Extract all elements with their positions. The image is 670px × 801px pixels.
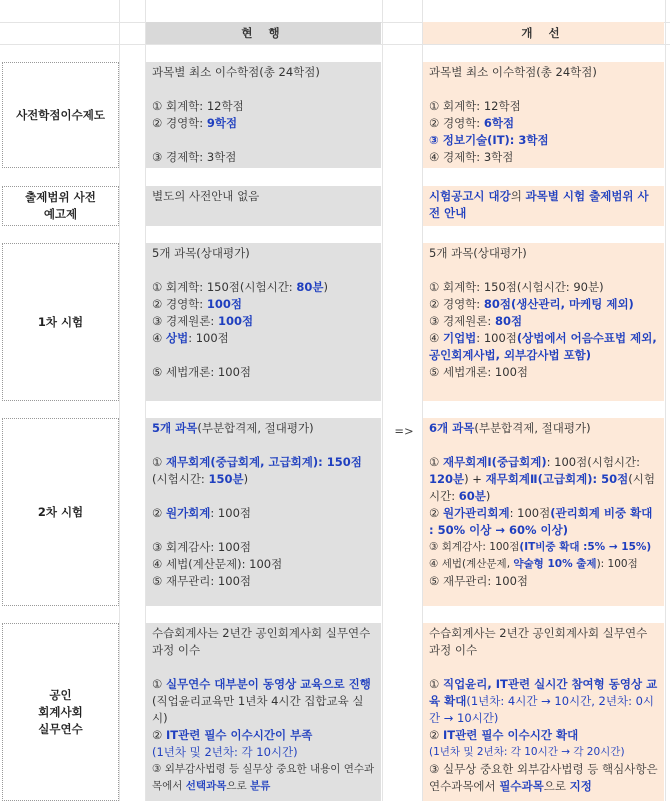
text-line: ③ 경제원론: — [429, 314, 495, 328]
highlight-text: 6학점 — [483, 116, 515, 130]
text-line: (시험시간: — [429, 472, 655, 503]
improved-cell — [423, 418, 664, 606]
row-label: 사전학점이수제도 — [2, 62, 119, 168]
text-line: ④ 경제학: 3학점 — [429, 150, 514, 164]
text-line: : 100점 — [188, 331, 229, 345]
text-line: ② 경영학: — [429, 297, 484, 311]
text-line: ① — [152, 677, 166, 691]
highlight-text: (1년차: 4시간 → 10시간, 2년차: 0시간 → 10시간) — [429, 694, 655, 725]
text-line: ② — [429, 506, 443, 520]
highlight-text: (1년차 및 2년차: 각 10시간 → 각 20시간) — [429, 746, 625, 758]
highlight-text: 재무회계(중급회계, 고급회계): 150점 — [165, 455, 362, 469]
text-line: ③ 회계감사: 100점 — [429, 541, 520, 553]
text-line: ④ — [152, 331, 166, 345]
label-line: 출제범위 사전 — [25, 190, 96, 204]
highlight-text: 60분 — [458, 489, 486, 503]
text-line: ⑤ 세법개론: 100점 — [152, 365, 251, 379]
text-line: 의 — [510, 189, 526, 203]
highlight-text: 시험공고시 대강 — [429, 189, 511, 203]
text-line: ② 경영학: — [152, 297, 207, 311]
text-line: (부분합격제, 절대평가) — [197, 421, 314, 435]
text-line: 수습회계사는 2년간 공인회계사회 실무연수과정 이수 — [152, 626, 371, 657]
text-line: ⑤ 세법개론: 100점 — [429, 365, 528, 379]
text-line: ⑤ 재무관리: 100점 — [429, 574, 528, 588]
text-line: ① — [429, 455, 443, 469]
highlight-text: 분류 — [249, 780, 271, 792]
text-line: 으로 — [226, 780, 250, 792]
highlight-text: 실무연수 대부분이 동영상 교육으로 진행 — [165, 677, 371, 691]
improved-cell — [423, 243, 664, 401]
text-line: ) + — [464, 472, 486, 486]
highlight-text: ③ 정보기술(IT): 3학점 — [429, 133, 549, 147]
text-line: ) — [243, 472, 249, 486]
highlight-text: (IT비중 확대 :5% → 15%) — [519, 541, 652, 553]
current-cell — [146, 623, 381, 801]
text-line: ② — [429, 728, 443, 742]
text-line: : 100점(시험시간: — [546, 455, 641, 469]
text-line: ① 회계학: 12학점 — [152, 99, 244, 113]
text-line: (직업윤리교육만 1년차 4시간 집합교육 실시) — [152, 694, 364, 725]
text-line: 5개 과목(상대평가) — [429, 246, 527, 260]
highlight-text: 약술형 10% 출제 — [513, 558, 597, 570]
row-practical-training — [0, 623, 670, 801]
text-line: ): 100점 — [596, 558, 638, 570]
label-line: 예고제 — [43, 207, 78, 221]
current-cell — [146, 186, 381, 226]
highlight-text: 직업윤리, IT관련 실시간 참여형 동영상 교육 확대 — [429, 677, 658, 708]
text-line: ) — [485, 489, 491, 503]
text-line: ④ 세법(계산문제): 100점 — [152, 557, 283, 571]
row-label: 2차 시험 — [2, 418, 119, 606]
text-line: : 100점 — [509, 506, 551, 520]
text-line: ② — [152, 728, 166, 742]
row-first-exam — [0, 243, 670, 401]
grid-line — [0, 44, 670, 45]
text-line: ) — [323, 280, 328, 294]
row-exam-scope-notice — [0, 186, 670, 226]
text-line: 수습회계사는 2년간 공인회계사회 실무연수과정 이수 — [429, 626, 648, 657]
text-line: : 100점 — [210, 506, 251, 520]
highlight-text: 5개 과목 — [152, 421, 198, 435]
highlight-text: (1년차 및 2년차: 각 10시간) — [152, 745, 298, 759]
row-label: 1차 시험 — [2, 243, 119, 401]
label-line: 공인 — [49, 687, 72, 702]
highlight-text: (상법에서 어음수표법 제외, 공인회계사법, 외부감사법 포함) — [429, 331, 657, 362]
highlight-text: 80점(생산관리, 마케팅 제외) — [483, 297, 634, 311]
text-line: (시험시간: — [152, 472, 209, 486]
text-line: ④ 세법(계산문제, — [429, 558, 514, 570]
highlight-text: IT관련 필수 이수시간 확대 — [442, 728, 579, 742]
text-line: ② 경영학: — [429, 116, 484, 130]
text-line: ③ 실무상 중요한 외부감사법령 등 핵심사항은 연수과목에서 — [429, 762, 658, 793]
text-line: ③ 회계감사: 100점 — [152, 540, 251, 554]
improved-cell — [423, 186, 664, 226]
highlight-text: 재무회계Ⅱ(고급회계): 50점 — [485, 472, 629, 486]
highlight-text: 기업법 — [442, 331, 477, 345]
text-line: ① — [152, 455, 166, 469]
text-line: 과목별 최소 이수학점(총 24학점) — [429, 65, 597, 79]
label-line: 실무연수 — [38, 721, 83, 736]
highlight-text: 6개 과목 — [429, 421, 475, 435]
improved-cell — [423, 623, 664, 801]
highlight-text: 100점 — [206, 297, 242, 311]
current-cell — [146, 243, 381, 401]
text-line: ③ 외부감사법령 등 실무상 중요한 내용이 연수과목에서 — [152, 763, 375, 792]
text-line: ① 회계학: 150점(시험시간: — [152, 280, 297, 294]
text-line: ② 경영학: — [152, 116, 207, 130]
highlight-text: (관리회계 비중 확대 : 50% 이상 → 60% 이상) — [429, 506, 653, 537]
text-line: : 100점 — [476, 331, 517, 345]
current-cell — [146, 418, 381, 606]
highlight-text: 과목별 시험 출제범위 사전 안내 — [429, 189, 649, 220]
text-line: 5개 과목(상대평가) — [152, 246, 250, 260]
highlight-text: 100점 — [217, 314, 254, 328]
text-line: ① 회계학: 150점(시험시간: 90분) — [429, 280, 604, 294]
row-prerequisite-credit — [0, 62, 670, 168]
text-line: ② — [152, 506, 166, 520]
label-line: 회계사회 — [38, 704, 83, 719]
text-line: (부분합격제, 절대평가) — [474, 421, 591, 435]
arrow-indicator: => — [394, 424, 414, 438]
text-line: 별도의 사전안내 없음 — [152, 189, 260, 203]
header-improved: 개 선 — [423, 22, 664, 44]
highlight-text: 재무회계Ⅰ(중급회계) — [442, 455, 547, 469]
text-line: ① — [429, 677, 443, 691]
text-line: ① 회계학: 12학점 — [429, 99, 521, 113]
row-label — [2, 186, 119, 226]
highlight-text: 선택과목 — [185, 780, 227, 792]
highlight-text: 원가회계 — [165, 506, 211, 520]
text-line: ③ 경제학: 3학점 — [152, 150, 237, 164]
row-second-exam — [0, 418, 670, 606]
highlight-text: 지정 — [569, 779, 592, 793]
current-cell — [146, 62, 381, 168]
row-label — [2, 623, 119, 801]
text-line: ④ — [429, 331, 443, 345]
header-row — [0, 22, 670, 44]
highlight-text: 120분 — [429, 472, 465, 486]
highlight-text: 150분 — [208, 472, 244, 486]
highlight-text: 80분 — [296, 280, 324, 294]
highlight-text: 원가관리회계 — [442, 506, 510, 520]
improved-cell — [423, 62, 664, 168]
highlight-text: 80점 — [494, 314, 523, 328]
text-line: 과목별 최소 이수학점(총 24학점) — [152, 65, 320, 79]
text-line: 으로 — [543, 779, 570, 793]
highlight-text: 필수과목 — [499, 779, 544, 793]
highlight-text: 상법 — [165, 331, 189, 345]
text-line: ⑤ 재무관리: 100점 — [152, 574, 251, 588]
highlight-text: IT관련 필수 이수시간이 부족 — [165, 728, 313, 742]
header-current: 현 행 — [146, 22, 381, 44]
text-line: ③ 경제원론: — [152, 314, 218, 328]
highlight-text: 9학점 — [206, 116, 238, 130]
